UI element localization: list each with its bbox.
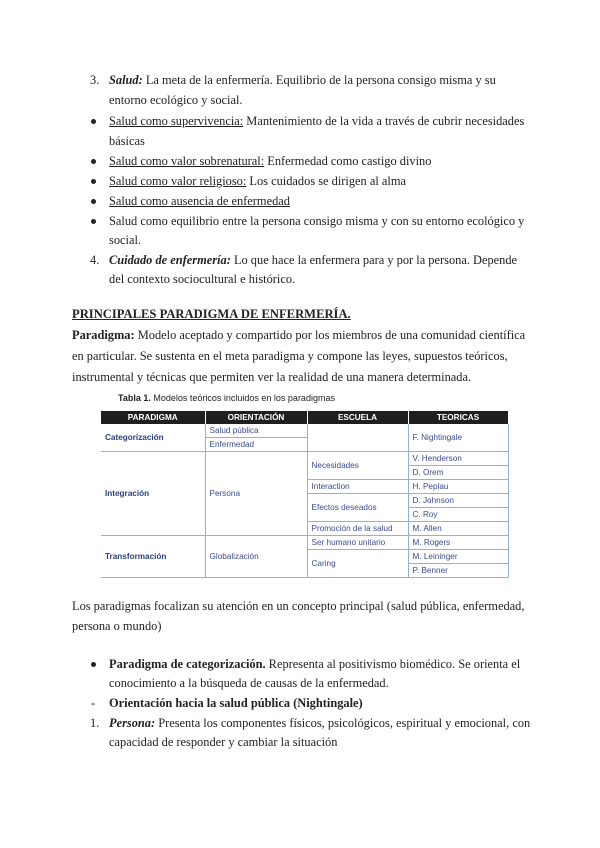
paradigms-table [101, 411, 509, 578]
school-cell: Promoción de la salud [307, 522, 408, 536]
list-item-cuidado [109, 251, 517, 270]
list-item-equilibrio: Salud como equilibrio entre la persona consigo misma y con su entorno ecológico y [109, 214, 525, 228]
bullet-marker [91, 119, 96, 124]
term-text: Los cuidados se dirigen al alma [246, 174, 406, 188]
table-caption [118, 393, 335, 403]
term-label: Salud como valor sobrenatural: [109, 154, 265, 168]
theorist-cell: D. Johnson [408, 494, 508, 508]
list-item-orientacion: Orientación hacia la salud pública (Nightingale) [109, 696, 363, 710]
table-row [101, 536, 508, 550]
term-text: Lo que hace la enfermera para y por la persona. Depende [230, 253, 518, 267]
paradigm-cell: Transformación [101, 536, 205, 578]
list-item-religioso [109, 172, 406, 191]
header-teoricas: TEORICAS [408, 411, 508, 424]
term-text: Mantenimiento de la vida a través de cubrir necesidades [243, 114, 525, 128]
term-label: Salud como supervivencia: [109, 114, 244, 128]
list-item-continuation: conocimiento a la búsqueda de causas de la enfermedad. [109, 676, 389, 690]
school-cell: Necesidades [307, 452, 408, 480]
list-number: 1. [90, 716, 100, 730]
list-item-continuation: entorno ecológico y social. [109, 93, 243, 107]
list-number: 3. [90, 73, 100, 87]
header-orientacion: ORIENTACIÓN [205, 411, 307, 424]
paragraph-line: persona o mundo) [72, 619, 162, 633]
theorist-cell: P. Benner [408, 564, 508, 578]
dash-marker: - [91, 696, 96, 710]
school-cell: Efectos deseados [307, 494, 408, 522]
theorist-cell: D. Orem [408, 466, 508, 480]
orientation-cell: Persona [205, 452, 307, 536]
term-label: Cuidado de enfermería: [109, 253, 231, 267]
list-item-sobrenatural [109, 152, 431, 171]
school-cell: Caring [307, 550, 408, 578]
term-label: Salud como ausencia de enfermedad [109, 194, 290, 208]
theorist-cell: M. Leininger [408, 550, 508, 564]
term-label: Paradigma de categorización. [109, 657, 266, 671]
list-item-categorizacion [109, 655, 520, 674]
school-cell: Interaction [307, 480, 408, 494]
theorist-cell: M. Rogers [408, 536, 508, 550]
term-text: Presenta los componentes físicos, psicológicos, espiritual y emocional, con [155, 716, 531, 730]
paradigma-definition [72, 326, 525, 345]
paradigm-cell: Categorización [101, 424, 205, 452]
term-text: Modelo aceptado y compartido por los miembros de una comunidad científica [134, 328, 526, 342]
bullet-marker [91, 179, 96, 184]
list-item-continuation: social. [109, 233, 141, 247]
list-item-persona [109, 714, 530, 733]
table-row [101, 424, 508, 438]
header-paradigma: PARADIGMA [101, 411, 205, 424]
theorist-cell: F. Nightingale [408, 424, 508, 452]
theorist-cell: M. Allen [408, 522, 508, 536]
orientation-cell: Enfermedad [205, 438, 307, 452]
paragraph-line: en particular. Se sustenta en el meta paradigma y compone las leyes, supuestos teóricos, [72, 349, 508, 363]
theorist-cell: V. Henderson [408, 452, 508, 466]
list-item-continuation: del contexto sociocultural e histórico. [109, 272, 296, 286]
orientation-cell: Salud pública [205, 424, 307, 438]
header-escuela: ESCUELA [307, 411, 408, 424]
paragraph-line: instrumental y técnicas que permiten ver la realidad de una manera determinada. [72, 370, 472, 384]
term-text: Enfermedad como castigo divino [264, 154, 432, 168]
paragraph-line: Los paradigmas focalizan su atención en un concepto principal (salud pública, enfermedad, [72, 599, 525, 613]
term-label: Paradigma: [72, 328, 135, 342]
school-cell [307, 424, 408, 452]
list-number: 4. [90, 253, 100, 267]
term-label: Salud: [109, 73, 143, 87]
caption-label: Tabla 1. [118, 393, 151, 403]
list-item-supervivencia [109, 112, 524, 131]
table-header-row [101, 411, 508, 424]
bullet-marker [91, 199, 96, 204]
list-item-continuation: capacidad de responder y cambiar la situación [109, 735, 338, 749]
paradigm-cell: Integración [101, 452, 205, 536]
orientation-cell: Globalización [205, 536, 307, 578]
bullet-marker [91, 662, 96, 667]
term-text: Representa al positivismo biomédico. Se orienta el [265, 657, 521, 671]
theorist-cell: H. Peplau [408, 480, 508, 494]
bullet-marker [91, 219, 96, 224]
school-cell: Ser humano unitario [307, 536, 408, 550]
table-row [101, 452, 508, 466]
caption-text: Modelos teóricos incluidos en los paradigmas [150, 393, 335, 403]
section-heading: PRINCIPALES PARADIGMA DE ENFERMERÍA. [72, 307, 351, 321]
list-item-ausencia [109, 192, 290, 211]
term-text: La meta de la enfermería. Equilibrio de la persona consigo misma y su [142, 73, 496, 87]
theorist-cell: C. Roy [408, 508, 508, 522]
list-item-continuation: básicas [109, 134, 145, 148]
term-label: Salud como valor religioso: [109, 174, 247, 188]
bullet-marker [91, 159, 96, 164]
list-item-salud [109, 71, 496, 90]
term-label: Persona: [109, 716, 156, 730]
